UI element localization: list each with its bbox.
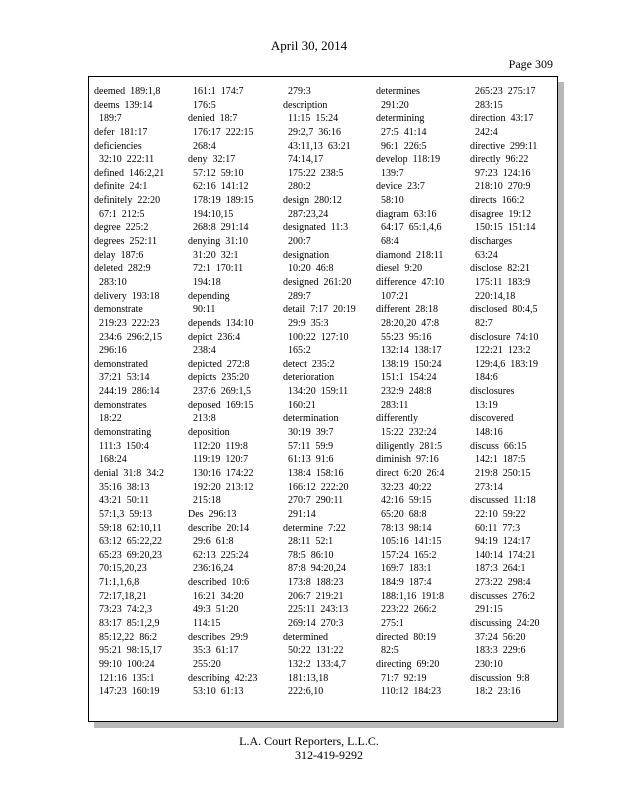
index-line: 32:10 222:11 [94,154,155,166]
index-line: 74:14,17 [283,154,324,166]
index-line: 97:23 124:16 [470,167,531,179]
index-line: design 280:12 [283,195,342,207]
index-line: 119:19 120:7 [188,454,249,466]
index-line: 112:20 119:8 [188,440,248,452]
index-line: 78:13 98:14 [376,522,432,534]
index-line: detect 235:2 [283,358,335,370]
index-line: depending [188,290,230,302]
index-line: 184:6 [470,372,498,384]
index-line: disclosure 74:10 [470,331,539,343]
index-line: depicted 272:8 [188,358,250,370]
index-line: 291:15 [470,604,503,616]
index-line: degrees 252:11 [94,236,157,248]
index-line: 114:15 [188,617,221,629]
index-line: 168:24 [94,454,127,466]
index-line: determines [376,86,420,97]
index-line: 28:20,20 47:8 [376,317,440,329]
page-number: Page 309 [508,57,553,71]
index-line: 287:23,24 [283,208,329,220]
index-line: 283:11 [376,399,409,411]
index-line: describing 42:23 [188,672,258,684]
index-line: discussing 24:20 [470,617,540,629]
index-line: deny 32:17 [188,154,236,166]
index-column-1 [94,85,164,699]
index-line: 151:1 154:24 [376,372,437,384]
index-line: denied 18:7 [188,113,238,125]
index-line: 43:21 50:11 [94,495,150,507]
index-line: diamond 218:11 [376,249,444,261]
index-line: depicts 235:20 [188,372,250,384]
index-line: 157:24 165:2 [376,549,437,561]
index-line: difference 47:10 [376,276,445,288]
index-line: diligently 281:5 [376,440,443,452]
index-line: 161:1 174:7 [188,86,244,97]
index-line: diagram 63:16 [376,208,437,220]
index-line: 62:13 225:24 [188,549,249,561]
index-line: device 23:7 [376,181,425,193]
index-line: 142:1 187:5 [470,454,526,466]
index-line: 176:5 [188,99,216,111]
index-line: discovered [470,413,514,425]
index-line: demonstrates [94,399,147,411]
index-line: 188:1,16 191:8 [376,590,445,602]
index-line: 236:16,24 [188,563,234,575]
index-line: 57:1,3 59:13 [94,508,153,520]
index-line: 32:23 40:22 [376,481,432,493]
index-line: 200:7 [283,236,311,248]
index-line: 82:5 [376,645,399,657]
index-line: delivery 193:18 [94,290,160,302]
index-line: 96:1 226:5 [376,140,427,152]
index-line: degree 225:2 [94,222,149,234]
index-line: 95:21 98:15,17 [94,645,163,657]
index-line: discussed 11:18 [470,495,536,507]
index-line: 35:16 38:13 [94,481,150,493]
index-line: 67:1 212:5 [94,208,145,220]
index-line: 58:10 [376,195,404,207]
index-line: 10:20 46:8 [283,263,334,275]
index-line: 230:10 [470,658,503,670]
index-line: 283:10 [94,276,127,288]
index-line: 65:23 69:20,23 [94,549,163,561]
index-line: 225:11 243:13 [283,604,349,616]
index-line: demonstrating [94,427,152,439]
index-line: 169:7 183:1 [376,563,432,575]
index-line: directing 69:20 [376,658,440,670]
index-line: 176:17 222:15 [188,126,254,138]
index-line: 61:13 91:6 [283,454,334,466]
index-line: direction 43:17 [470,113,534,125]
index-line: 165:2 [283,345,311,357]
index-line: 107:21 [376,290,409,302]
transcript-date: April 30, 2014 [270,38,348,53]
index-line: 72:1 170:11 [188,263,244,275]
index-line: 62:16 141:12 [188,181,249,193]
index-line: 70:15,20,23 [94,563,147,575]
index-line: 27:5 41:14 [376,126,427,138]
index-line: directed 80:19 [376,631,436,643]
index-line: 140:14 174:21 [470,549,536,561]
index-line: 291:14 [283,508,316,520]
index-line: 71:7 92:19 [376,672,427,684]
index-line: determined [283,631,328,643]
index-line: diesel 9:20 [376,263,423,275]
index-line: discharges [470,236,513,248]
index-line: 150:15 151:14 [470,222,536,234]
index-line: 55:23 95:16 [376,331,432,343]
index-line: 121:16 135:1 [94,672,155,684]
index-line: description [283,99,328,111]
index-line: 87:8 94:20,24 [283,563,347,575]
index-line: 85:12,22 86:2 [94,631,158,643]
index-line: 147:23 160:19 [94,686,160,698]
index-line: deleted 282:9 [94,263,151,275]
index-line: 28:11 52:1 [283,536,334,548]
index-line: 218:10 270:9 [470,181,531,193]
index-line: demonstrate [94,304,143,316]
index-line: 16:21 34:20 [188,590,244,602]
index-line: 100:22 127:10 [283,331,349,343]
index-line: determine 7:22 [283,522,346,534]
index-line: 37:21 53:14 [94,372,150,384]
index-line: denial 31:8 34:2 [94,467,164,479]
index-line: 65:20 68:8 [376,508,427,520]
index-line: 223:22 266:2 [376,604,437,616]
index-line: designation [283,249,330,261]
index-line: discussion 9:8 [470,672,530,684]
index-line: 13:19 [470,399,498,411]
index-line: 68:4 [376,236,399,248]
index-line: 232:9 248:8 [376,386,432,398]
index-line: 222:6,10 [283,686,324,698]
index-line: 35:3 61:17 [188,645,239,657]
index-line: deposed 169:15 [188,399,254,411]
index-line: 63:12 65:22,22 [94,536,163,548]
index-line: 270:7 290:11 [283,495,344,507]
index-line: deterioration [283,372,335,384]
index-column-4 [376,85,444,699]
court-reporter-name: L.A. Court Reporters, L.L.C. [239,734,379,748]
index-line: describe 20:14 [188,522,250,534]
index-line: disagree 19:12 [470,208,532,220]
index-line: 275:1 [376,617,404,629]
index-column-2 [188,85,257,699]
index-line: 57:12 59:10 [188,167,244,179]
index-line: 280:2 [283,181,311,193]
index-line: 181:13,18 [283,672,329,684]
index-line: 73:23 74:2,3 [94,604,153,616]
index-line: 15:22 232:24 [376,427,437,439]
index-line: 166:12 222:20 [283,481,349,493]
index-line: 213:8 [188,413,216,425]
index-line: 130:16 174:22 [188,467,254,479]
index-line: 160:21 [283,399,316,411]
index-line: depends 134:10 [188,317,254,329]
index-line: 132:14 138:17 [376,345,442,357]
index-line: disclose 82:21 [470,263,530,275]
index-line: 220:14,18 [470,290,516,302]
index-line: 31:20 32:1 [188,249,239,261]
index-line: describes 29:9 [188,631,248,643]
index-line: 283:15 [470,99,503,111]
index-line: 132:2 133:4,7 [283,658,347,670]
index-line: 42:16 59:15 [376,495,432,507]
index-column-3 [283,85,356,699]
index-line: 30:19 39:7 [283,427,334,439]
index-line: 122:21 123:2 [470,345,531,357]
index-line: 94:19 124:17 [470,536,531,548]
index-line: 18:22 [94,413,122,425]
index-line: 265:23 275:17 [470,86,536,97]
index-line: designated 11:3 [283,222,349,234]
index-line: 279:3 [283,86,311,97]
index-line: 64:17 65:1,4,6 [376,222,442,234]
index-line: determination [283,413,339,425]
index-line: 234:6 296:2,15 [94,331,163,343]
index-line: diminish 97:16 [376,454,439,466]
index-line: 268:8 291:14 [188,222,249,234]
index-line: 60:11 77:3 [470,522,521,534]
index-line: 269:14 270:3 [283,617,344,629]
index-line: definitely 22:20 [94,195,161,207]
index-line: 59:18 62:10,11 [94,522,162,534]
index-line: 194:10,15 [188,208,234,220]
index-line: 43:11,13 63:21 [283,140,351,152]
index-line: definite 24:1 [94,181,148,193]
index-line: 18:2 23:16 [470,686,521,698]
index-line: deemed 189:1,8 [94,86,161,97]
index-line: determining [376,113,425,125]
index-line: 215:18 [188,495,221,507]
index-line: 184:9 187:4 [376,577,432,589]
index-line: 78:5 86:10 [283,549,334,561]
index-line: demonstrated [94,358,148,370]
court-reporter-phone: 312-419-9292 [295,748,363,762]
index-line: denying 31:10 [188,236,248,248]
index-line: 183:3 229:6 [470,645,526,657]
index-line: 289:7 [283,290,311,302]
index-line: 219:8 250:15 [470,467,531,479]
index-line: deficiencies [94,140,142,152]
index-line: 187:3 264:1 [470,563,526,575]
index-line: discusses 276:2 [470,590,535,602]
index-line: 268:4 [188,140,216,152]
index-line: 242:4 [470,126,498,138]
index-line: direct 6:20 26:4 [376,467,445,479]
index-line: disclosed 80:4,5 [470,304,538,316]
index-line: 63:24 [470,249,498,261]
index-line: 255:20 [188,658,221,670]
index-line: 105:16 141:15 [376,536,442,548]
index-line: 139:7 [376,167,404,179]
index-line: 138:4 158:16 [283,467,344,479]
index-line: 82:7 [470,317,493,329]
index-line: 134:20 159:11 [283,386,349,398]
index-line: 138:19 150:24 [376,358,442,370]
index-line: 53:10 61:13 [188,686,244,698]
index-line: deems 139:14 [94,99,153,111]
index-line: 192:20 213:12 [188,481,254,493]
index-line: 22:10 59:22 [470,508,526,520]
index-line: 83:17 85:1,2,9 [94,617,160,629]
index-line: 11:15 15:24 [283,113,339,125]
index-line: 29:2,7 36:16 [283,126,342,138]
index-line: directly 96:22 [470,154,529,166]
index-line: 111:3 150:4 [94,440,149,452]
index-line: directs 166:2 [470,195,525,207]
index-line: 72:17,18,21 [94,590,147,602]
index-line: detail 7:17 20:19 [283,304,356,316]
index-line: 219:23 222:23 [94,317,160,329]
word-index-box [88,76,558,722]
index-line: 90:11 [188,304,216,316]
index-line: designed 261:20 [283,276,352,288]
index-line: 296:16 [94,345,127,357]
index-line: 237:6 269:1,5 [188,386,252,398]
index-column-5 [470,85,539,699]
index-line: 175:22 238:5 [283,167,344,179]
index-line: 194:18 [188,276,221,288]
index-line: develop 118:19 [376,154,441,166]
index-line: 50:22 131:22 [283,645,344,657]
index-line: 244:19 286:14 [94,386,160,398]
index-line: 273:14 [470,481,503,493]
index-line: 99:10 100:24 [94,658,155,670]
index-line: 29:9 35:3 [283,317,329,329]
index-line: 178:19 189:15 [188,195,254,207]
index-line: defined 146:2,21 [94,167,165,179]
index-line: 49:3 51:20 [188,604,239,616]
index-line: 37:24 56:20 [470,631,526,643]
index-line: differently [376,413,419,425]
index-line: 273:22 298:4 [470,577,531,589]
index-line: discuss 66:15 [470,440,527,452]
index-line: directive 299:11 [470,140,538,152]
index-line: 173:8 188:23 [283,577,344,589]
index-line: 238:4 [188,345,216,357]
index-line: deposition [188,427,230,439]
index-line: 175:11 183:9 [470,276,531,288]
index-line: 291:20 [376,99,409,111]
index-line: 189:7 [94,113,122,125]
index-line: described 10:6 [188,577,250,589]
index-line: delay 187:6 [94,249,144,261]
index-line: 29:6 61:8 [188,536,234,548]
index-line: Des 296:13 [188,508,237,520]
index-line: defer 181:17 [94,126,148,138]
index-line: 110:12 184:23 [376,686,442,698]
index-line: different 28:18 [376,304,439,316]
index-line: 57:11 59:9 [283,440,334,452]
index-line: 71:1,1,6,8 [94,577,140,589]
index-line: 129:4,6 183:19 [470,358,539,370]
footer [0,734,618,762]
index-line: 206:7 219:21 [283,590,344,602]
index-line: disclosures [470,386,515,398]
index-line: depict 236:4 [188,331,241,343]
index-line: 148:16 [470,427,503,439]
